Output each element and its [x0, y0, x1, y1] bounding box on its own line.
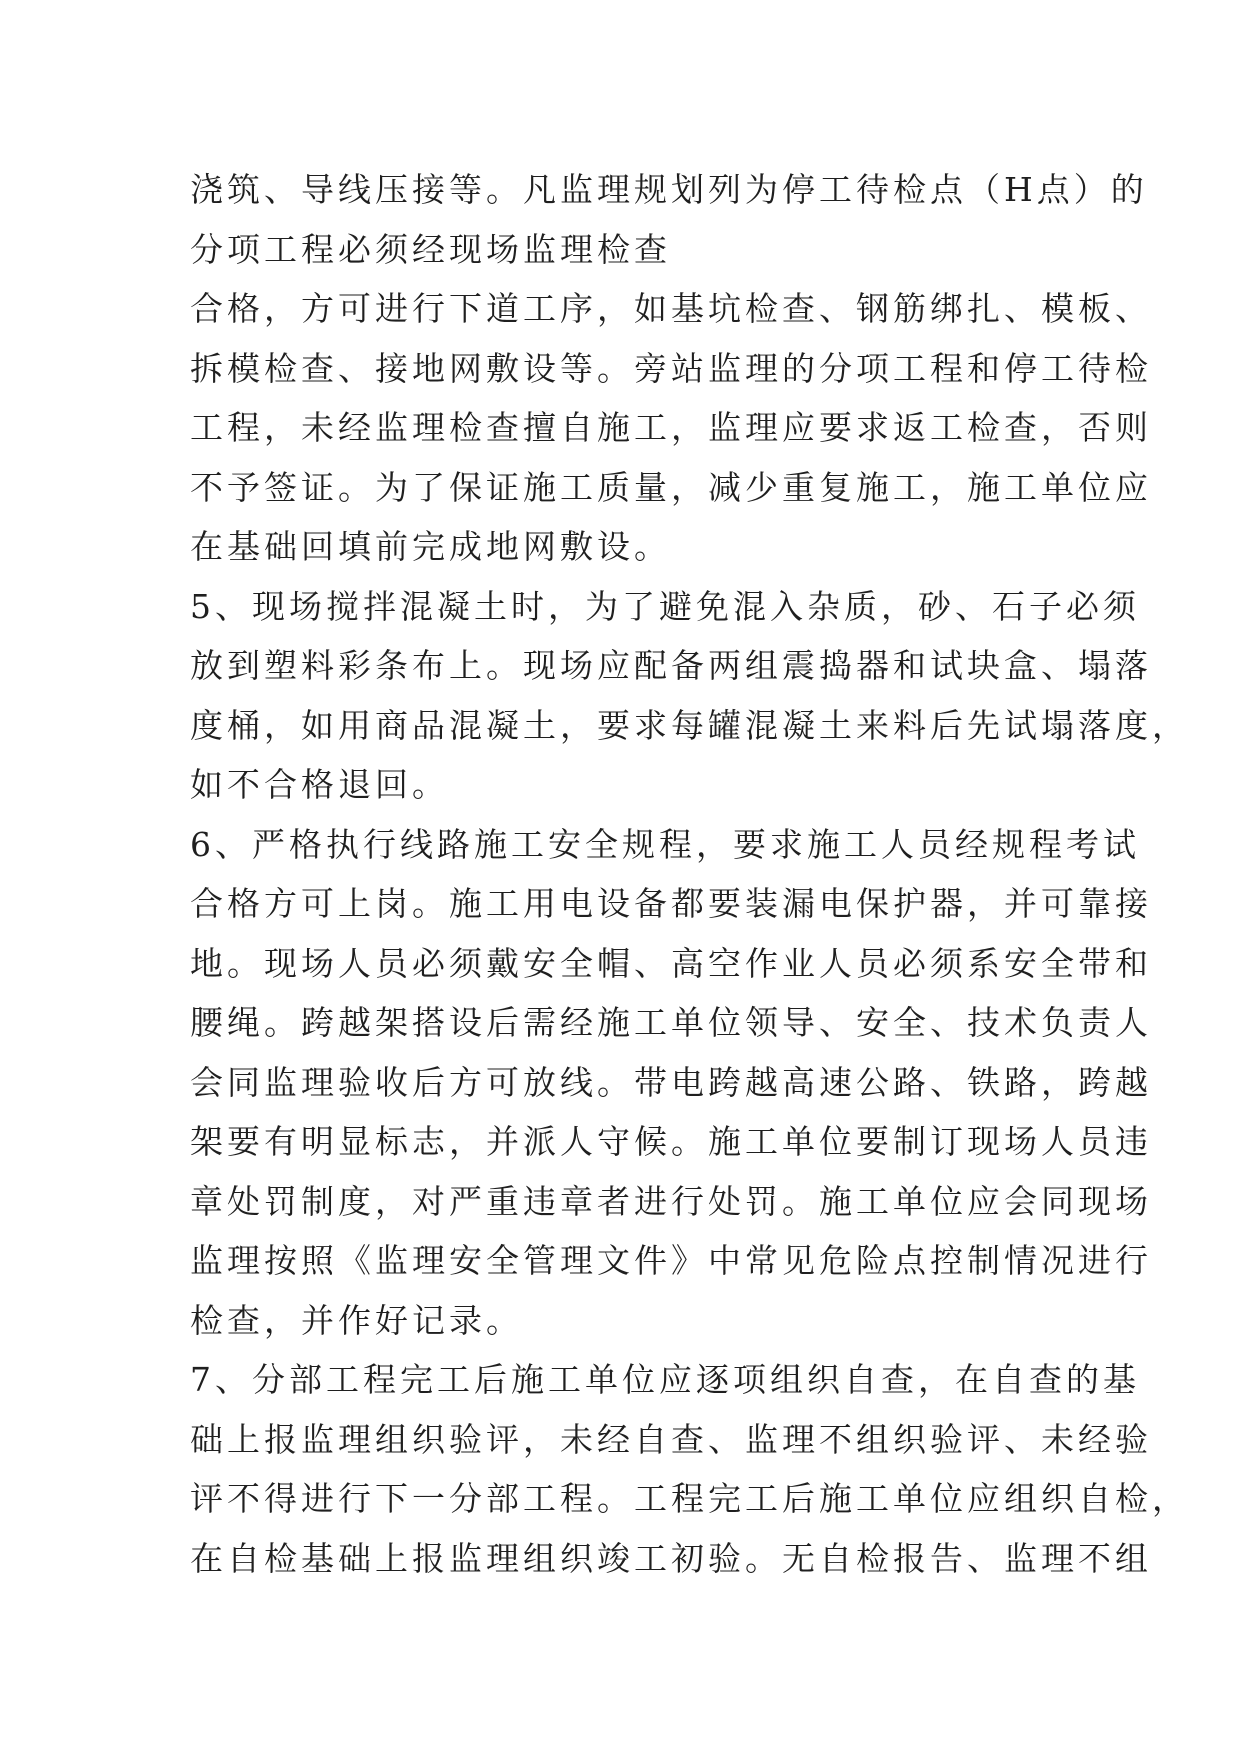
text-line: 7、分部工程完工后施工单位应逐项组织自查，在自查的基: [190, 1360, 1140, 1399]
text-line: 础上报监理组织验评，未经自查、监理不组织验评、未经验: [190, 1419, 1152, 1459]
text-line: 分项工程必须经现场监理检查: [190, 229, 671, 269]
text-line: 架要有明显标志，并派人守候。施工单位要制订现场人员违: [190, 1122, 1152, 1161]
text-line: 评不得进行下一分部工程。工程完工后施工单位应组织自检，: [190, 1479, 1189, 1518]
text-line: 地。现场人员必须戴安全帽、高空作业人员必须系安全带和: [190, 943, 1152, 983]
text-line: 会同监理验收后方可放线。带电跨越高速公路、铁路，跨越: [190, 1062, 1152, 1102]
text-line: 在自检基础上报监理组织竣工初验。无自检报告、监理不组: [190, 1538, 1152, 1578]
text-line: 在基础回填前完成地网敷设。: [190, 527, 671, 566]
text-line: 浇筑、导线压接等。凡监理规划列为停工待检点（H点）的: [190, 170, 1148, 209]
text-line: 合格，方可进行下道工序，如基坑检查、钢筋绑扎、模板、: [190, 289, 1152, 328]
text-line: 不予签证。为了保证施工质量，减少重复施工，施工单位应: [190, 467, 1152, 507]
text-line: 章处罚制度，对严重违章者进行处罚。施工单位应会同现场: [190, 1181, 1152, 1221]
text-line: 6、严格执行线路施工安全规程，要求施工人员经规程考试: [190, 824, 1140, 864]
text-line: 放到塑料彩条布上。现场应配备两组震捣器和试块盒、塌落: [190, 646, 1152, 685]
text-line: 度桶，如用商品混凝土，要求每罐混凝土来料后先试塌落度，: [190, 705, 1189, 745]
text-line: 工程，未经监理检查擅自施工，监理应要求返工检查，否则: [190, 408, 1152, 447]
text-line: 如不合格退回。: [190, 765, 449, 804]
text-line: 拆模检查、接地网敷设等。旁站监理的分项工程和停工待检: [190, 348, 1152, 388]
text-line: 监理按照《监理安全管理文件》中常见危险点控制情况进行: [190, 1241, 1152, 1280]
text-line: 检查，并作好记录。: [190, 1300, 523, 1340]
body-text: [190, 160, 1189, 1588]
text-line: 腰绳。跨越架搭设后需经施工单位领导、安全、技术负责人: [190, 1003, 1152, 1042]
text-line: 合格方可上岗。施工用电设备都要装漏电保护器，并可靠接: [190, 884, 1152, 923]
text-line: 5、现场搅拌混凝土时，为了避免混入杂质，砂、石子必须: [190, 586, 1140, 626]
